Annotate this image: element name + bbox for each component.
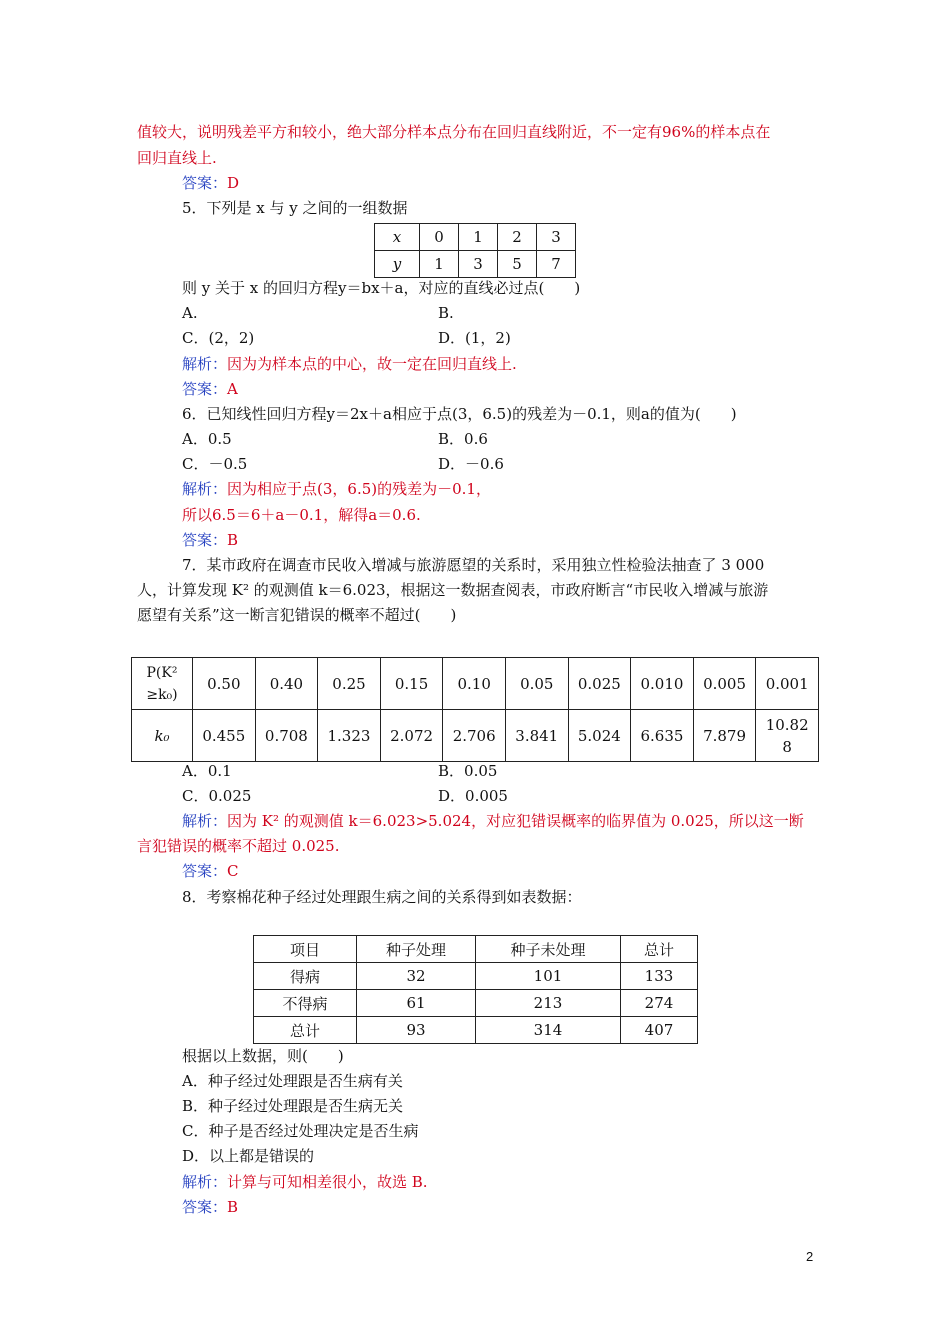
q7-option-d: D．0.005 [438,787,508,805]
q7-k-cell: 5.024 [568,710,631,762]
q7-p-cell: 0.005 [693,658,756,710]
q8-contingency-table [253,935,698,1044]
q7-k-cell: 2.072 [380,710,443,762]
q6-answer: 答案：B [182,531,239,549]
q8-option-b: B．种子经过处理跟是否生病无关 [182,1097,404,1115]
q7-option-b: B．0.05 [438,762,498,780]
q5-option-b: B. [438,304,454,322]
q7-stem-1: 7．某市政府在调查市民收入增减与旅游愿望的关系时，采用独立性检验法抽查了 3 000 [182,556,765,574]
q7-option-a: A．0.1 [182,762,232,780]
q5-table [374,223,576,278]
q6-analysis-2: 所以6.5＝6＋a－0.1，解得a＝0.6. [182,506,421,524]
q8-option-c: C．种子是否经过处理决定是否生病 [182,1122,419,1140]
q7-p-cell: 0.15 [380,658,443,710]
q5-cell: 3 [459,251,498,278]
q7-p-cell: 0.025 [568,658,631,710]
q8-cell: 项目 [254,936,357,963]
q8-option-a: A．种子经过处理跟是否生病有关 [182,1072,403,1090]
q5-option-a: A. [182,304,198,322]
q6-option-d: D．－0.6 [438,455,504,473]
q5-cell: x [375,224,420,251]
q8-option-d: D．以上都是错误的 [182,1147,315,1165]
q5-cell: 5 [498,251,537,278]
q7-head-cell: P(K² ≥k₀) [132,658,193,710]
q8-question: 根据以上数据，则( ) [182,1047,344,1065]
q5-cell: y [375,251,420,278]
q7-p-cell: 0.25 [318,658,381,710]
q7-k-cell: 0.455 [193,710,256,762]
q7-k-label: k₀ [132,710,193,762]
q8-cell: 种子处理 [357,936,476,963]
q8-cell: 不得病 [254,990,357,1017]
q5-cell: 0 [420,224,459,251]
q7-k-cell: 10.82 8 [756,710,819,762]
q8-cell: 种子未处理 [476,936,621,963]
q8-cell: 213 [476,990,621,1017]
q7-k-cell: 6.635 [631,710,694,762]
q6-option-b: B．0.6 [438,430,488,448]
q5-cell: 1 [420,251,459,278]
q5-cell: 7 [537,251,576,278]
q7-p-cell: 0.40 [255,658,318,710]
q5-option-c: C．(2，2) [182,329,255,347]
q8-cell: 407 [621,1017,698,1044]
q7-p-cell: 0.50 [193,658,256,710]
q7-k-cell: 3.841 [505,710,568,762]
q7-answer: 答案：C [182,862,239,880]
q6-option-a: A．0.5 [182,430,232,448]
q7-p-cell: 0.05 [505,658,568,710]
q8-cell: 32 [357,963,476,990]
q8-cell: 101 [476,963,621,990]
q7-k-cell: 7.879 [693,710,756,762]
q8-stem: 8．考察棉花种子经过处理跟生病之间的关系得到如表数据： [182,888,582,906]
q5-cell: 2 [498,224,537,251]
q7-option-c: C．0.025 [182,787,252,805]
continuation-line-2: 回归直线上. [137,149,217,167]
q4-answer: 答案：D [182,174,240,192]
q7-stem-3: 愿望有关系”这一断言犯错误的概率不超过( ) [137,606,457,624]
q7-stem-2: 人，计算发现 K² 的观测值 k＝6.023，根据这一数据查阅表，市政府断言“市民收入增减与旅游 [137,581,769,599]
q7-p-cell: 0.001 [756,658,819,710]
q8-answer: 答案：B [182,1198,239,1216]
q8-cell: 总计 [254,1017,357,1044]
q5-stem: 5．下列是 x 与 y 之间的一组数据 [182,199,408,217]
q5-answer: 答案：A [182,380,238,398]
q7-k-cell: 1.323 [318,710,381,762]
page-number: 2 [806,1249,814,1264]
q8-cell: 133 [621,963,698,990]
q7-p-cell: 0.10 [443,658,506,710]
q8-analysis: 解析：计算与可知相差很小，故选 B. [182,1173,428,1191]
q8-cell: 314 [476,1017,621,1044]
q5-question: 则 y 关于 x 的回归方程y＝bx＋a，对应的直线必过点( ) [182,279,581,297]
q7-analysis-2: 言犯错误的概率不超过 0.025. [137,837,340,855]
q5-cell: 3 [537,224,576,251]
continuation-line-1: 值较大，说明残差平方和较小，绝大部分样本点分布在回归直线附近，不一定有96%的样本点在 [137,123,771,141]
q5-cell: 1 [459,224,498,251]
q6-analysis-1: 解析：因为相应于点(3，6.5)的残差为－0.1， [182,480,491,498]
q5-analysis: 解析：因为为样本点的中心，故一定在回归直线上. [182,355,517,373]
q7-critical-value-table [131,657,819,762]
q6-option-c: C．－0.5 [182,455,248,473]
q7-analysis-1: 解析：因为 K² 的观测值 k＝6.023>5.024，对应犯错误概率的临界值为 0.025，所以这一断 [182,812,804,830]
q8-cell: 274 [621,990,698,1017]
q8-cell: 93 [357,1017,476,1044]
q7-k-cell: 2.706 [443,710,506,762]
q5-option-d: D．(1，2) [438,329,511,347]
q8-cell: 总计 [621,936,698,963]
q6-stem: 6．已知线性回归方程y＝2x＋a相应于点(3，6.5)的残差为－0.1，则a的值为( ) [182,405,737,423]
q7-k-cell: 0.708 [255,710,318,762]
q8-cell: 61 [357,990,476,1017]
q7-p-cell: 0.010 [631,658,694,710]
q8-cell: 得病 [254,963,357,990]
